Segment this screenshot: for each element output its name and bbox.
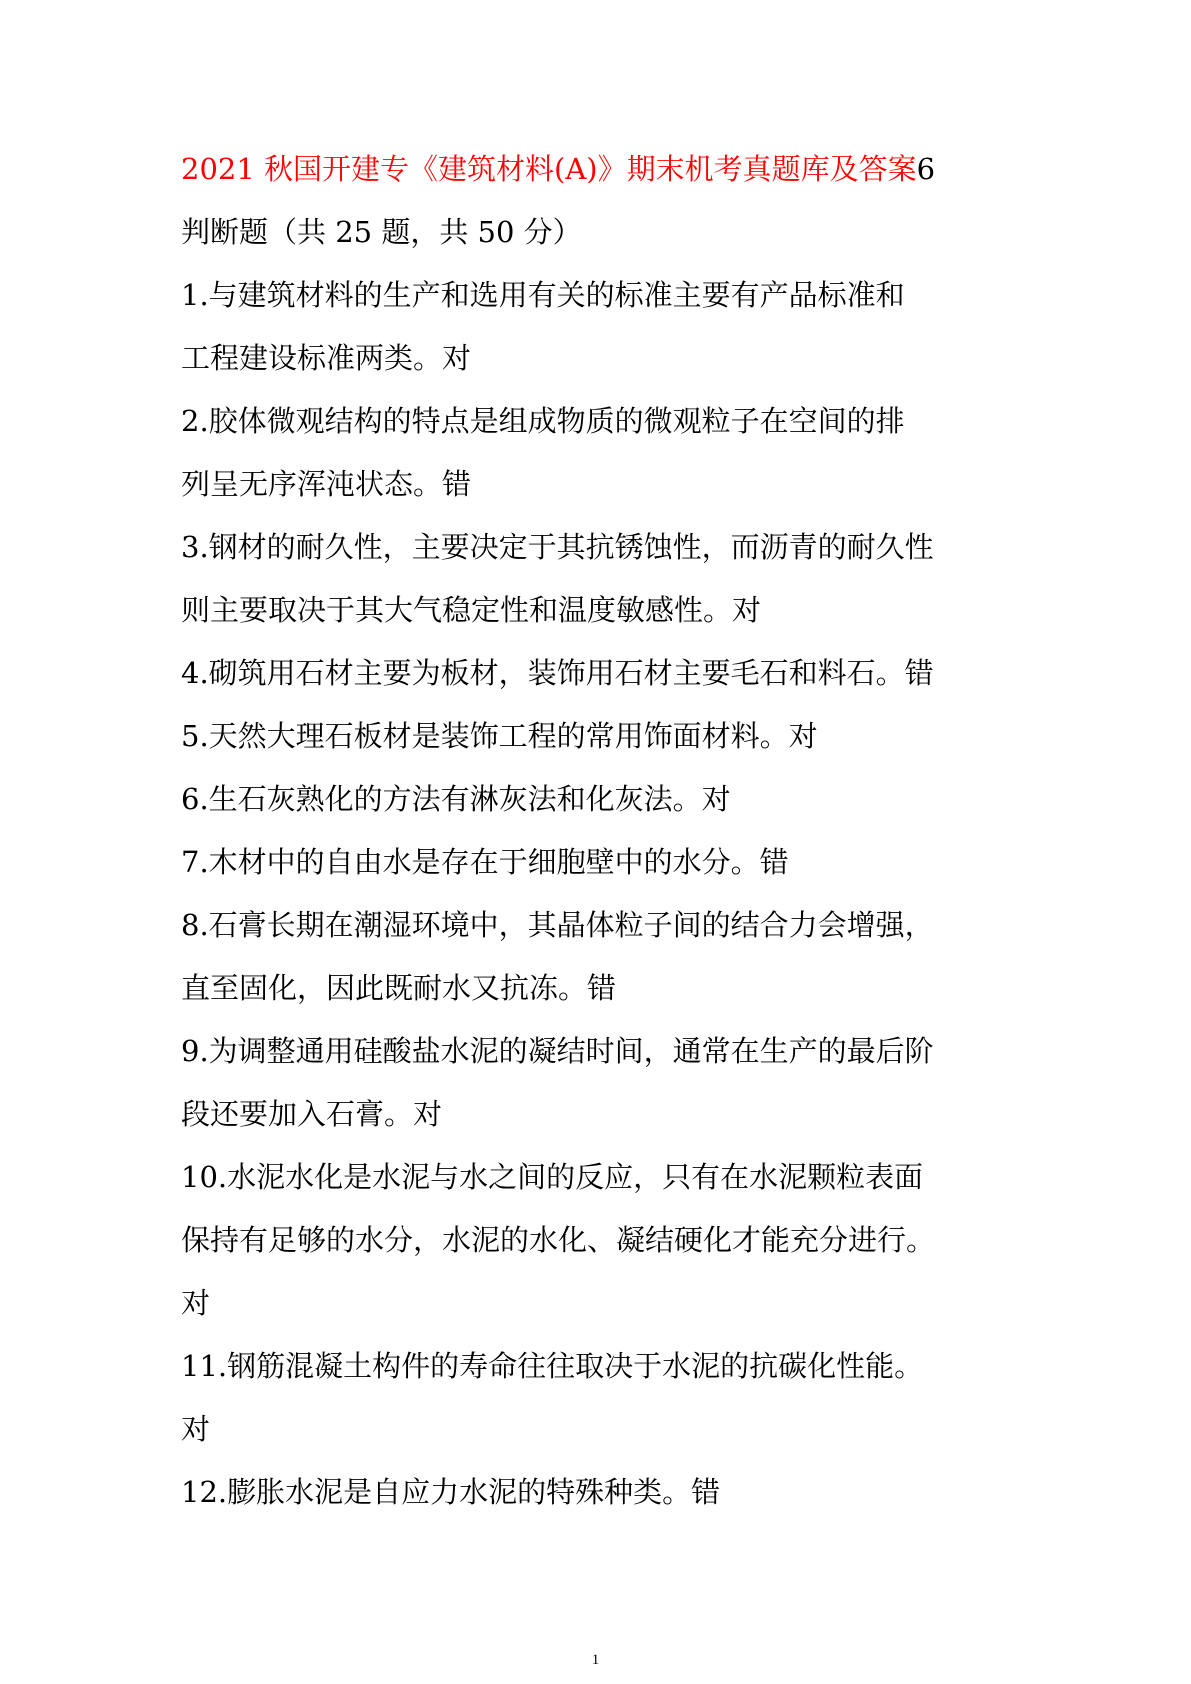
question-line: 11.钢筋混凝土构件的寿命往往取决于水泥的抗碳化性能。 (181, 1349, 924, 1383)
question-line: 直至固化，因此既耐水又抗冻。错 (181, 971, 617, 1005)
question-line: 9.为调整通用硅酸盐水泥的凝结时间，通常在生产的最后阶 (181, 1034, 934, 1068)
question-line: 工程建设标准两类。对 (181, 341, 472, 375)
question-line: 4.砌筑用石材主要为板材，装饰用石材主要毛石和料石。错 (181, 656, 934, 690)
question-line: 对 (181, 1412, 211, 1446)
document-title (181, 138, 1021, 201)
question-list (181, 264, 1021, 1524)
question-line: 列呈无序浑沌状态。错 (181, 467, 472, 501)
question-line: 12.膨胀水泥是自应力水泥的特殊种类。错 (181, 1475, 721, 1509)
document-title-suffix: 6 (916, 152, 936, 186)
question-line: 则主要取决于其大气稳定性和温度敏感性。对 (181, 593, 762, 627)
question-line: 1.与建筑材料的生产和选用有关的标准主要有产品标准和 (181, 278, 905, 312)
page-number: 1 (591, 1652, 600, 1668)
document-body (181, 138, 1021, 1524)
document-title-red: 2021 秋国开建专《建筑材料(A)》期末机考真题库及答案 (181, 152, 917, 186)
question-line: 段还要加入石膏。对 (181, 1097, 443, 1131)
question-line: 保持有足够的水分，水泥的水化、凝结硬化才能充分进行。 (181, 1223, 936, 1257)
question-line: 3.钢材的耐久性，主要决定于其抗锈蚀性，而沥青的耐久性 (181, 530, 934, 564)
question-line: 6.生石灰熟化的方法有淋灰法和化灰法。对 (181, 782, 731, 816)
section-heading: 判断题（共 25 题，共 50 分） (181, 215, 582, 249)
question-line: 10.水泥水化是水泥与水之间的反应，只有在水泥颗粒表面 (181, 1160, 924, 1194)
question-line: 对 (181, 1286, 211, 1320)
question-line: 2.胶体微观结构的特点是组成物质的微观粒子在空间的排 (181, 404, 905, 438)
question-line: 8.石膏长期在潮湿环境中，其晶体粒子间的结合力会增强， (181, 908, 934, 942)
question-line: 7.木材中的自由水是存在于细胞壁中的水分。错 (181, 845, 789, 879)
question-line: 5.天然大理石板材是装饰工程的常用饰面材料。对 (181, 719, 818, 753)
